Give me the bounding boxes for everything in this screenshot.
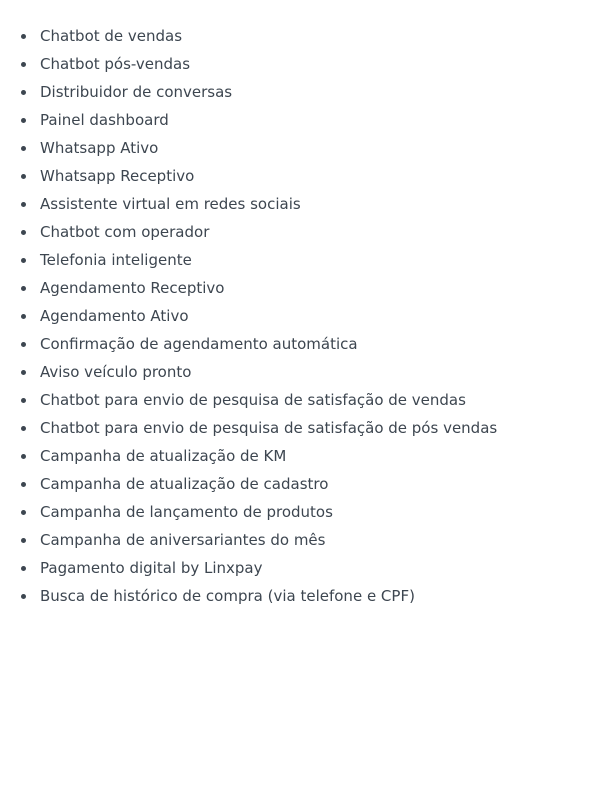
list-item-text: Campanha de lançamento de produtos — [40, 503, 333, 521]
list-item — [0, 330, 600, 358]
list-item-text: Distribuidor de conversas — [40, 83, 233, 101]
bullet-icon — [21, 482, 26, 487]
list-item-text: Painel dashboard — [40, 111, 169, 129]
list-item — [0, 218, 600, 246]
bullet-icon — [21, 230, 26, 235]
list-item — [0, 190, 600, 218]
list-item — [0, 302, 600, 330]
list-item — [0, 50, 600, 78]
list-item — [0, 274, 600, 302]
list-item-text: Campanha de atualização de KM — [40, 447, 287, 465]
list-item-text: Whatsapp Receptivo — [40, 167, 195, 185]
list-item-text: Assistente virtual em redes sociais — [40, 195, 301, 213]
bullet-icon — [21, 510, 26, 515]
list-item — [0, 442, 600, 470]
list-item — [0, 246, 600, 274]
list-item — [0, 134, 600, 162]
bullet-icon — [21, 146, 26, 151]
list-item-text: Chatbot para envio de pesquisa de satisfação de vendas — [40, 391, 466, 409]
bullet-icon — [21, 258, 26, 263]
bullet-icon — [21, 594, 26, 599]
list-item — [0, 582, 600, 610]
bullet-icon — [21, 90, 26, 95]
list-item — [0, 470, 600, 498]
list-item — [0, 554, 600, 582]
list-item — [0, 106, 600, 134]
list-item — [0, 22, 600, 50]
list-item — [0, 162, 600, 190]
bullet-icon — [21, 398, 26, 403]
bullet-icon — [21, 314, 26, 319]
list-item-text: Campanha de aniversariantes do mês — [40, 531, 326, 549]
list-item-text: Campanha de atualização de cadastro — [40, 475, 329, 493]
list-item — [0, 526, 600, 554]
list-item-text: Confirmação de agendamento automática — [40, 335, 358, 353]
bullet-icon — [21, 342, 26, 347]
list-item-text: Telefonia inteligente — [40, 251, 192, 269]
list-item — [0, 414, 600, 442]
list-item-text: Aviso veículo pronto — [40, 363, 192, 381]
list-item-text: Busca de histórico de compra (via telefone e CPF) — [40, 587, 415, 605]
list-item — [0, 358, 600, 386]
list-item-text: Agendamento Ativo — [40, 307, 189, 325]
list-item-text: Chatbot com operador — [40, 223, 210, 241]
bullet-icon — [21, 118, 26, 123]
bullet-icon — [21, 426, 26, 431]
bullet-icon — [21, 454, 26, 459]
list-item-text: Chatbot para envio de pesquisa de satisfação de pós vendas — [40, 419, 498, 437]
bullet-icon — [21, 286, 26, 291]
list-item-text: Pagamento digital by Linxpay — [40, 559, 263, 577]
list-item-text: Whatsapp Ativo — [40, 139, 159, 157]
list-item-text: Agendamento Receptivo — [40, 279, 225, 297]
bullet-icon — [21, 174, 26, 179]
list-item-text: Chatbot de vendas — [40, 27, 183, 45]
bullet-icon — [21, 566, 26, 571]
list-item — [0, 498, 600, 526]
list-item-text: Chatbot pós-vendas — [40, 55, 191, 73]
bullet-icon — [21, 370, 26, 375]
bullet-icon — [21, 62, 26, 67]
bullet-icon — [21, 34, 26, 39]
list-item — [0, 386, 600, 414]
bullet-icon — [21, 538, 26, 543]
list-item — [0, 78, 600, 106]
bullet-icon — [21, 202, 26, 207]
